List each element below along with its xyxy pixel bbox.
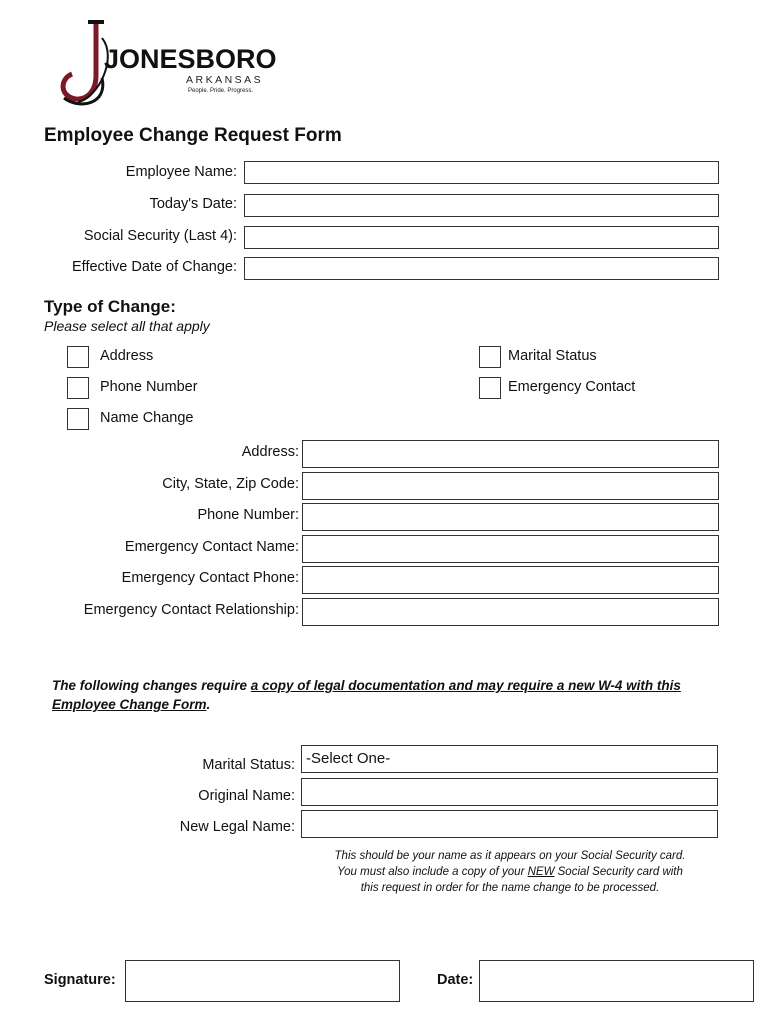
effective-date-label: Effective Date of Change: bbox=[72, 259, 237, 275]
emergency-contact-relationship-label: Emergency Contact Relationship: bbox=[83, 602, 299, 618]
emergency-contact-checkbox-label: Emergency Contact bbox=[508, 379, 636, 395]
logo-tagline: People. Pride. Progress. bbox=[188, 88, 254, 94]
signature-date-label: Date: bbox=[437, 972, 474, 988]
logo-wordmark: JONESBORO bbox=[104, 44, 277, 74]
phone-number-input[interactable] bbox=[302, 503, 719, 531]
employee-name-label: Employee Name: bbox=[125, 164, 237, 180]
new-legal-name-label: New Legal Name: bbox=[179, 819, 295, 835]
type-of-change-heading: Type of Change: bbox=[44, 297, 176, 316]
marital-status-select[interactable]: -Select One- bbox=[301, 745, 718, 773]
legal-notice-emphasis: a copy of legal documentation and may require a new W-4 with this Employee Change Form bbox=[52, 678, 681, 712]
phone-number-label: Phone Number: bbox=[197, 507, 299, 523]
emergency-contact-phone-label: Emergency Contact Phone: bbox=[121, 570, 299, 586]
emergency-contact-relationship-input[interactable] bbox=[302, 598, 719, 626]
emergency-contact-name-input[interactable] bbox=[302, 535, 719, 563]
legal-documentation-notice: The following changes require a copy of legal documentation and may require a new W-4 with this Employee Change Form. bbox=[52, 678, 681, 712]
type-of-change-subheading: Please select all that apply bbox=[44, 318, 210, 334]
signature-label: Signature: bbox=[44, 972, 116, 988]
marital-status-checkbox-label: Marital Status bbox=[508, 348, 597, 364]
signature-input[interactable] bbox=[125, 960, 400, 1002]
employee-name-input[interactable] bbox=[244, 161, 719, 184]
effective-date-input[interactable] bbox=[244, 257, 719, 280]
marital-status-label: Marital Status: bbox=[202, 757, 295, 773]
emergency-contact-name-label: Emergency Contact Name: bbox=[124, 539, 299, 555]
address-input[interactable] bbox=[302, 440, 719, 468]
phone-number-checkbox[interactable] bbox=[67, 377, 89, 399]
name-change-instructions: This should be your name as it appears on your Social Security card. You must also include a copy of your NEW Social Security card with this request in order for the name change to be processed. bbox=[334, 850, 686, 894]
address-label: Address: bbox=[241, 444, 299, 460]
marital-status-checkbox[interactable] bbox=[479, 346, 501, 368]
ssn-last4-label: Social Security (Last 4): bbox=[83, 228, 237, 244]
original-name-label: Original Name: bbox=[198, 788, 295, 804]
emergency-contact-phone-input[interactable] bbox=[302, 566, 719, 594]
address-checkbox-label: Address bbox=[100, 348, 154, 364]
logo-state: ARKANSAS bbox=[186, 74, 264, 86]
ssn-last4-input[interactable] bbox=[244, 226, 719, 249]
todays-date-input[interactable] bbox=[244, 194, 719, 217]
todays-date-label: Today's Date: bbox=[149, 196, 237, 212]
phone-number-checkbox-label: Phone Number bbox=[100, 379, 198, 395]
original-name-input[interactable] bbox=[301, 778, 718, 806]
form-title: Employee Change Request Form bbox=[44, 125, 342, 146]
name-change-checkbox-label: Name Change bbox=[100, 410, 194, 426]
name-change-checkbox[interactable] bbox=[67, 408, 89, 430]
emergency-contact-checkbox[interactable] bbox=[479, 377, 501, 399]
city-state-zip-input[interactable] bbox=[302, 472, 719, 500]
new-legal-name-input[interactable] bbox=[301, 810, 718, 838]
city-state-zip-label: City, State, Zip Code: bbox=[162, 476, 299, 492]
city-logo bbox=[58, 18, 278, 110]
address-checkbox[interactable] bbox=[67, 346, 89, 368]
signature-date-input[interactable] bbox=[479, 960, 754, 1002]
